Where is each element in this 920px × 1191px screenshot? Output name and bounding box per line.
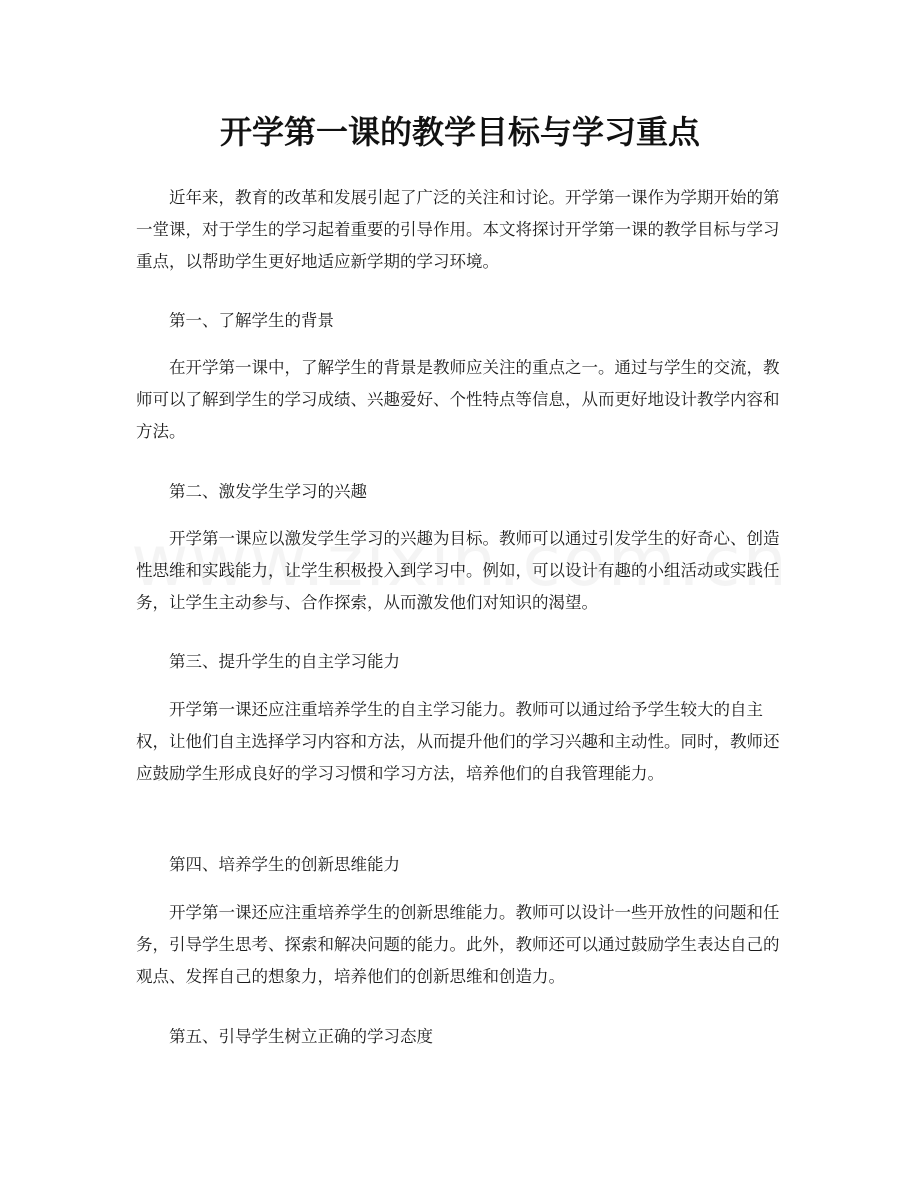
section-5-heading: 第五、引导学生树立正确的学习态度	[169, 1027, 433, 1046]
section-2-heading: 第二、激发学生学习的兴趣	[169, 482, 367, 501]
section-3-paragraph: 开学第一课还应注重培养学生的自主学习能力。教师可以通过给予学生较大的自主权，让他们自主选择学习内容和方法，从而提升他们的学习兴趣和主动性。同时，教师还应鼓励学生形成良好的学习习惯和学习方法，培养他们的自我管理能力。	[136, 700, 780, 783]
section-4-heading: 第四、培养学生的创新思维能力	[169, 855, 400, 874]
section-4-paragraph: 开学第一课还应注重培养学生的创新思维能力。教师可以设计一些开放性的问题和任务，引导学生思考、探索和解决问题的能力。此外，教师还可以通过鼓励学生表达自己的观点、发挥自己的想象力，培养他们的创新思维和创造力。	[136, 903, 780, 986]
intro-paragraph: 近年来，教育的改革和发展引起了广泛的关注和讨论。开学第一课作为学期开始的第一堂课，对于学生的学习起着重要的引导作用。本文将探讨开学第一课的教学目标与学习重点，以帮助学生更好地适应新学期的学习环境。	[136, 188, 780, 271]
document-title: 开学第一课的教学目标与学习重点	[219, 113, 700, 151]
section-3-heading: 第三、提升学生的自主学习能力	[169, 652, 400, 671]
section-1-paragraph: 在开学第一课中，了解学生的背景是教师应关注的重点之一。通过与学生的交流，教师可以了解到学生的学习成绩、兴趣爱好、个性特点等信息，从而更好地设计教学内容和方法。	[136, 358, 780, 441]
section-1-heading: 第一、了解学生的背景	[169, 311, 334, 330]
section-2-paragraph: 开学第一课应以激发学生学习的兴趣为目标。教师可以通过引发学生的好奇心、创造性思维和实践能力，让学生积极投入到学习中。例如，可以设计有趣的小组活动或实践任务，让学生主动参与、合作探索，从而激发他们对知识的渴望。	[136, 529, 780, 612]
